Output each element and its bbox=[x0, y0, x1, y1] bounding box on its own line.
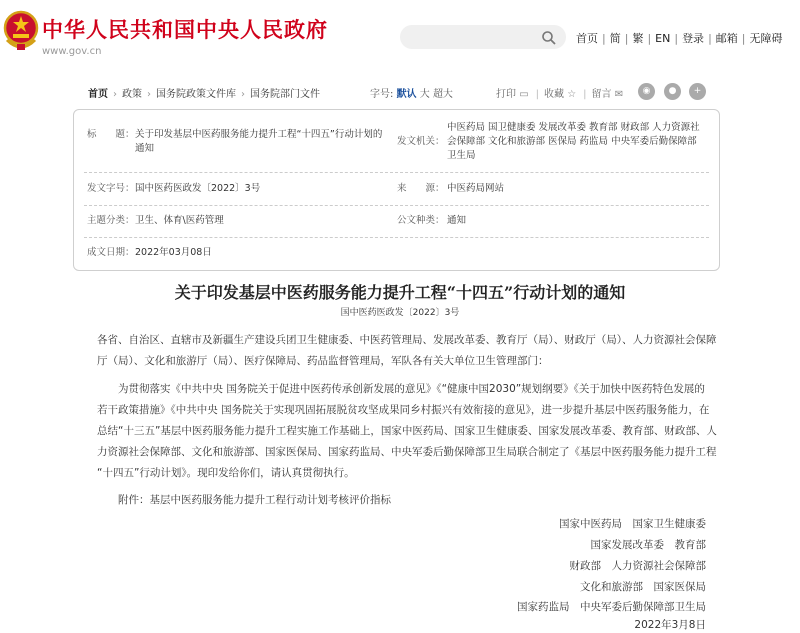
document-info-table bbox=[73, 109, 720, 271]
nav-login[interactable]: 登录 bbox=[682, 32, 705, 45]
addressee-line-2: 厅（局）、文化和旅游厅（局）、医疗保障局、药品监督管理局，军队各有关大单位卫生管理部门： bbox=[97, 355, 549, 367]
print-label: 打印 bbox=[496, 89, 516, 100]
source-label: 来 源： bbox=[397, 183, 445, 194]
more-icon[interactable]: + bbox=[689, 83, 706, 100]
nav-english[interactable]: EN bbox=[655, 32, 671, 45]
signatory-line: 财政部 人力资源社会保障部 bbox=[569, 560, 706, 572]
font-size-large[interactable]: 大 bbox=[419, 89, 430, 100]
title-label: 标 题： bbox=[87, 129, 135, 140]
signatory-line: 国家发展改革委 教育部 bbox=[590, 539, 706, 551]
site-url: www.gov.cn bbox=[42, 46, 102, 57]
article-title: 关于印发基层中医药服务能力提升工程“十四五”行动计划的通知 bbox=[174, 283, 626, 302]
divider bbox=[84, 237, 709, 238]
site-header bbox=[0, 0, 800, 72]
comment-icon: ✉ bbox=[614, 89, 624, 100]
comment-button[interactable] bbox=[592, 89, 626, 100]
print-icon: ▭ bbox=[519, 89, 529, 100]
star-icon: ☆ bbox=[567, 89, 577, 100]
nav-accessibility[interactable]: 无障碍 bbox=[749, 32, 783, 45]
issuer-line-3: 卫生局 bbox=[447, 150, 476, 161]
docnum-label: 发文字号： bbox=[87, 183, 135, 194]
date-label: 成文日期： bbox=[87, 247, 135, 258]
breadcrumb-bar bbox=[80, 81, 720, 103]
font-size-switcher bbox=[370, 85, 453, 100]
issuer-line-1: 中医药局 国卫健康委 发展改革委 教育部 财政部 人力资源社 bbox=[447, 122, 700, 133]
signature-date: 2022年3月8日 bbox=[634, 619, 706, 631]
wechat-icon[interactable]: ● bbox=[664, 83, 681, 100]
signatory-line: 文化和旅游部 国家医保局 bbox=[580, 581, 706, 593]
doctype-value: 通知 bbox=[447, 215, 467, 226]
issuer-label: 发文机关： bbox=[397, 136, 445, 147]
divider bbox=[84, 172, 709, 173]
title-line-2: 通知 bbox=[135, 143, 155, 154]
font-size-label: 字号: bbox=[370, 89, 394, 100]
breadcrumb-home[interactable]: 首页 bbox=[88, 89, 108, 100]
favorite-button[interactable] bbox=[544, 89, 578, 100]
body-line-1: 为贯彻落实《中共中央 国务院关于促进中医药传承创新发展的意见》《“健康中国2030”规划纲要》《关于加快中医药特色发展的 bbox=[118, 383, 705, 395]
breadcrumb-state-council-library[interactable]: 国务院政策文件库 bbox=[156, 89, 236, 100]
issuer-line-2: 会保障部 文化和旅游部 医保局 药监局 中央军委后勤保障部 bbox=[447, 136, 697, 147]
body-line-5: “十四五”行动计划》。现印发给你们，请认真贯彻执行。 bbox=[97, 467, 355, 479]
signatory-line: 国家中医药局 国家卫生健康委 bbox=[559, 518, 706, 530]
article-tools: 打印 ▭ | 收藏 ☆ | 留言 ✉ bbox=[496, 89, 624, 100]
comment-label: 留言 bbox=[591, 89, 612, 100]
doctype-label: 公文种类： bbox=[397, 215, 445, 226]
body-line-4: 力资源社会保障部、文化和旅游部、国家医保局、国家药监局、中央军委后勤保障部卫生局联合制定了《基层中医药服务能力提升工程 bbox=[97, 446, 717, 458]
addressee-line-1: 各省、自治区、直辖市及新疆生产建设兵团卫生健康委、中医药管理局、发展改革委、教育厅（局）、财政厅（局）、人力资源社会保障 bbox=[97, 334, 717, 346]
breadcrumb-department-docs[interactable]: 国务院部门文件 bbox=[250, 89, 320, 100]
topic-label: 主题分类： bbox=[87, 215, 135, 226]
font-size-default[interactable]: 默认 bbox=[396, 89, 417, 100]
title-line-1: 关于印发基层中医药服务能力提升工程“十四五”行动计划的 bbox=[135, 129, 383, 140]
nav-traditional[interactable]: 繁 bbox=[632, 32, 644, 45]
body-line-2: 若干政策措施》《中共中央 国务院关于实现巩固拓展脱贫攻坚成果同乡村振兴有效衔接的意见》，进一步提升基层中医药服务能力，在 bbox=[97, 404, 710, 416]
docnum-value: 国中医药医政发〔2022〕3号 bbox=[135, 183, 261, 194]
nav-mail[interactable]: 邮箱 bbox=[715, 32, 738, 45]
print-button[interactable] bbox=[496, 89, 531, 100]
national-emblem-icon[interactable] bbox=[3, 10, 39, 52]
top-nav: 首页 | 简 | 繁 | EN | 登录 | 邮箱 | 无障碍 bbox=[576, 32, 783, 45]
divider bbox=[84, 205, 709, 206]
search-icon[interactable] bbox=[541, 30, 557, 46]
body-line-3: 总结“十三五”基层中医药服务能力提升工程实施工作基础上，国家中医药局、国家卫生健康委、国家发展改革委、教育部、财政部、人 bbox=[97, 425, 717, 437]
nav-simplified[interactable]: 简 bbox=[609, 32, 621, 45]
font-size-xlarge[interactable]: 超大 bbox=[432, 89, 453, 100]
signatory-line: 国家药监局 中央军委后勤保障部卫生局 bbox=[517, 601, 706, 613]
date-value: 2022年03月08日 bbox=[135, 247, 212, 258]
source-value: 中医药局网站 bbox=[447, 183, 505, 194]
breadcrumb: 首页 › 政策 › 国务院政策文件库 › 国务院部门文件 bbox=[88, 89, 320, 100]
attachment-link[interactable]: 附件：基层中医药服务能力提升工程行动计划考核评价指标 bbox=[118, 494, 391, 506]
weibo-icon[interactable]: ◉ bbox=[638, 83, 655, 100]
breadcrumb-policy[interactable]: 政策 bbox=[122, 89, 142, 100]
favorite-label: 收藏 bbox=[544, 89, 565, 100]
article-docnum: 国中医药医政发〔2022〕3号 bbox=[340, 308, 460, 318]
topic-value: 卫生、体育\医药管理 bbox=[135, 215, 224, 226]
nav-home[interactable]: 首页 bbox=[576, 32, 598, 45]
site-title[interactable]: 中华人民共和国中央人民政府 bbox=[42, 18, 328, 42]
